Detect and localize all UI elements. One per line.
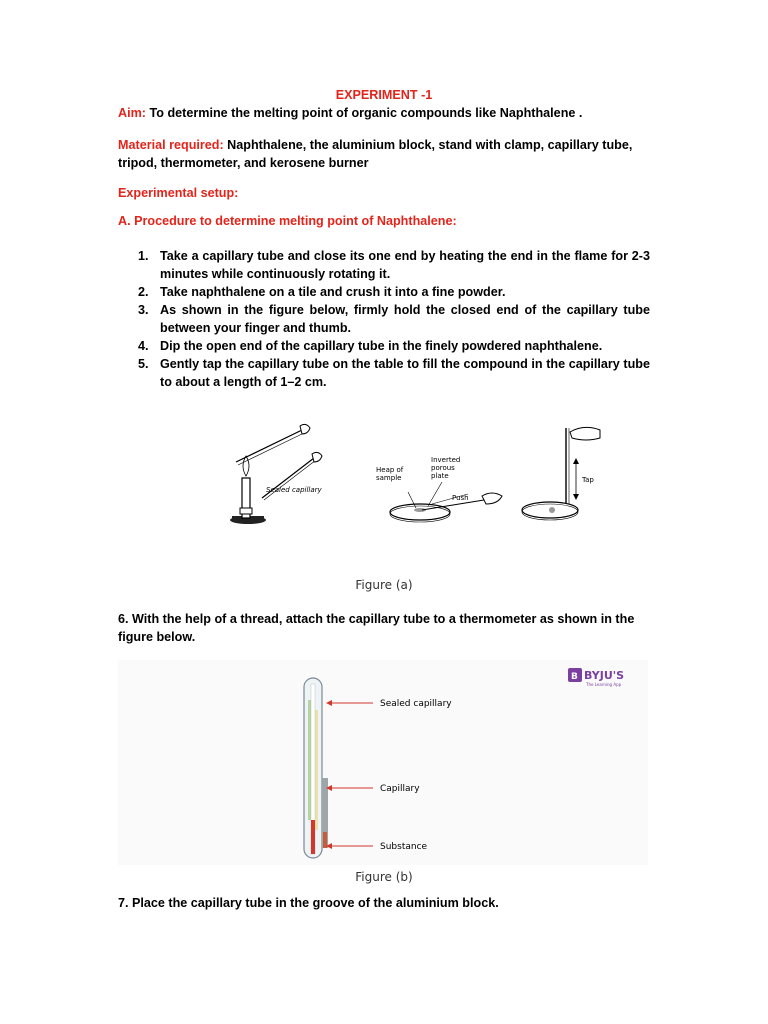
list-item: 2. Take naphthalene on a tile and crush it into a fine powder. xyxy=(138,285,506,299)
aim-line xyxy=(118,104,658,122)
logo-text: BYJU'S xyxy=(584,669,625,682)
label-heap-of-sample-1: Heap of xyxy=(376,466,404,474)
figure-b-illustration xyxy=(118,660,648,865)
list-item: 5. Gently tap the capillary tube on the table to fill the compound in the capillary tube to about a length of 1–2 cm. xyxy=(138,357,650,389)
porous-plate-drawing xyxy=(390,482,502,522)
page-title: EXPERIMENT -1 xyxy=(335,88,433,102)
burner-drawing xyxy=(230,424,322,524)
label-push: Push xyxy=(452,494,469,502)
material-line-1 xyxy=(118,136,658,154)
label-inverted-2: porous xyxy=(431,464,455,472)
logo-tagline: The Learning App xyxy=(586,682,622,687)
figure-a-caption: Figure (a) xyxy=(355,578,413,592)
label-tap: Tap xyxy=(582,476,594,484)
figure-a-illustration xyxy=(216,420,624,538)
label-sealed-capillary: Sealed capillary xyxy=(266,486,322,494)
list-item: 3. As shown in the figure below, firmly hold the closed end of the capillary tube between your finger and thumb. xyxy=(138,303,650,335)
figure-b-caption: Figure (b) xyxy=(355,870,413,884)
setup-heading: Experimental setup: xyxy=(118,186,239,200)
label-inverted-1: Inverted xyxy=(431,456,461,464)
list-item: 4. Dip the open end of the capillary tube in the finely powdered naphthalene. xyxy=(138,339,603,353)
procedure-heading: A. Procedure to determine melting point of Naphthalene: xyxy=(118,214,457,228)
step6-line-1: 6. With the help of a thread, attach the capillary tube to a thermometer as shown in the xyxy=(118,612,635,626)
label-capillary: Capillary xyxy=(380,784,420,794)
step7-line: 7. Place the capillary tube in the groove of the aluminium block. xyxy=(118,896,499,910)
material-text-1: Naphthalene, the aluminium block, stand with clamp, capillary tube, xyxy=(223,138,633,152)
aim-text: To determine the melting point of organic compounds like Naphthalene . xyxy=(146,106,583,120)
material-label: Material required: xyxy=(118,138,224,152)
step6-line-2: figure below. xyxy=(118,630,196,644)
svg-text:B: B xyxy=(571,672,578,682)
material-line-2: tripod, thermometer, and kerosene burner xyxy=(118,156,369,170)
label-inverted-3: plate xyxy=(431,472,449,480)
label-substance: Substance xyxy=(380,842,428,852)
list-item: 1. Take a capillary tube and close its one end by heating the end in the flame for 2-3 minutes while continuously rotating it. xyxy=(138,249,650,281)
procedure-steps-list xyxy=(118,247,650,391)
tap-drawing xyxy=(522,427,600,520)
aim-label: Aim: xyxy=(118,106,146,120)
label-heap-of-sample-2: sample xyxy=(376,474,402,482)
label-sealed-capillary-b: Sealed capillary xyxy=(380,699,452,709)
